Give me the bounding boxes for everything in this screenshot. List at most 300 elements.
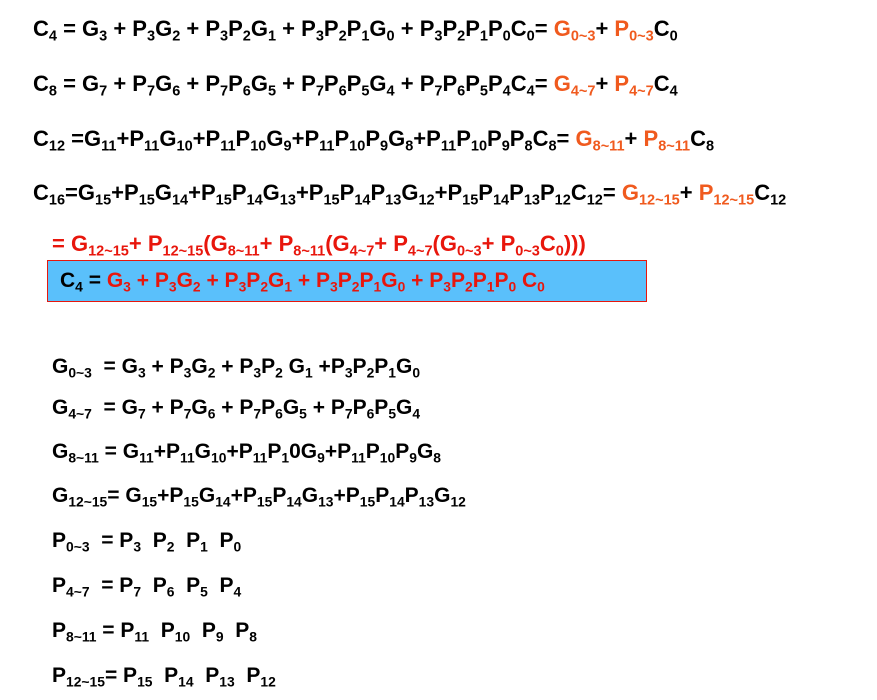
equation-subscript: 2 [260, 278, 269, 295]
equation-term: G [250, 71, 268, 96]
equation-term: = [602, 180, 622, 205]
equation-term: + P [259, 231, 294, 256]
equation-subscript: 4~7 [629, 83, 654, 100]
equation-term: P [614, 71, 630, 96]
equation-subscript: 11 [139, 449, 154, 466]
equation-subscript: 10 [176, 138, 193, 155]
equation-subscript: 1 [361, 28, 370, 45]
equation-term: C [60, 269, 76, 292]
equation-term: +P [116, 126, 145, 151]
equation-subscript: 6 [457, 83, 466, 100]
equation-term: C [516, 269, 538, 292]
equation-subscript: 10 [379, 449, 396, 466]
equation-subscript: 3 [238, 278, 247, 295]
equation-subscript: 4~7 [349, 243, 375, 260]
equation-term: = G [52, 231, 89, 256]
equation-term: =G [65, 126, 102, 151]
equation-subscript: 11 [440, 138, 457, 155]
equation-subscript: 5 [200, 583, 208, 600]
equation-subscript: 14 [215, 493, 231, 510]
equation-term: G [553, 71, 571, 96]
equation-term: P [337, 269, 352, 292]
equation-subscript: 1 [486, 278, 495, 295]
equation-term: P [375, 484, 390, 507]
equation-term: P [346, 71, 362, 96]
equation-term: + P [481, 231, 516, 256]
equation-term: G [52, 440, 69, 463]
equation-term: P [442, 71, 458, 96]
equation-term: P [52, 664, 67, 687]
equation-subscript: 0~3 [570, 28, 596, 45]
equation-term: C [570, 180, 587, 205]
equation-term: P [190, 619, 216, 642]
equation-subscript: 4 [233, 583, 242, 600]
equation-subscript: 3 [146, 28, 156, 45]
equation-term: G [155, 71, 173, 96]
equation-term: G [369, 16, 387, 41]
equation-term: C [33, 71, 49, 96]
equation-subscript: 5 [267, 83, 277, 100]
equation-term: P [323, 71, 339, 96]
equation-term: = [82, 269, 107, 292]
equation-subscript: 3 [137, 364, 146, 381]
equation-subscript: 8~11 [66, 628, 97, 645]
equation-subscript: 0 [397, 278, 406, 295]
equation-subscript: 5 [361, 83, 370, 100]
equation-subscript: 4 [502, 83, 511, 100]
equation-term: G [381, 269, 398, 292]
equation-term: G [434, 484, 451, 507]
equation-subscript: 0 [386, 28, 395, 45]
equation-term: = [556, 126, 576, 151]
equation-subscript: 3 [434, 28, 443, 45]
equation-term: G [52, 484, 69, 507]
highlighted-c4-equation [60, 269, 545, 295]
equation-term: P [456, 126, 471, 151]
equation-term: P [334, 126, 350, 151]
equation-term: P [465, 16, 480, 41]
equation-term: G [416, 440, 434, 463]
equation-term: +P [157, 484, 184, 507]
equation-subscript: 12 [770, 192, 787, 209]
equation-subscript: 12~15 [68, 493, 108, 510]
equation-term: G [52, 355, 69, 378]
equation-term: + P [405, 269, 444, 292]
equation-term: P [339, 180, 355, 205]
equation-term: P [404, 484, 419, 507]
equation-term: G [191, 396, 208, 419]
equation-term: + [624, 126, 644, 151]
equation-term: P [228, 71, 243, 96]
equation-term: G [396, 396, 413, 419]
equation-term: P [539, 180, 555, 205]
equation-term: P [487, 126, 502, 151]
equation-subscript: 3 [344, 364, 353, 381]
equation-term: C [33, 180, 49, 205]
equation-subscript: 2 [351, 278, 360, 295]
equation-subscript: 0 [502, 28, 511, 45]
equation-subscript: 7 [133, 583, 142, 600]
equation-subscript: 6 [366, 405, 375, 422]
equation-subscript: 16 [48, 192, 66, 209]
equation-term: = G [91, 396, 138, 419]
equation-subscript: 6 [275, 405, 283, 422]
equation-subscript: 3 [443, 278, 451, 295]
equation-subscript: 12~15 [638, 192, 680, 209]
equation-term: + P [374, 231, 408, 256]
equation-term: P [231, 180, 247, 205]
equation-term: G [282, 396, 300, 419]
definition-g0-3 [52, 355, 421, 381]
equation-term: = G [107, 484, 142, 507]
equation-subscript: 1 [281, 449, 290, 466]
equation-subscript: 10 [211, 449, 227, 466]
equation-subscript: 13 [219, 673, 235, 690]
equation-subscript: 0 [669, 28, 678, 45]
equation-subscript: 11 [351, 449, 366, 466]
equation-subscript: 14 [389, 493, 405, 510]
equation-term: P [246, 269, 261, 292]
equation-subscript: 8 [48, 83, 57, 100]
equation-term: + P [145, 396, 184, 419]
equation-subscript: 12~15 [66, 673, 105, 690]
equation-subscript: 8 [433, 449, 442, 466]
equation-subscript: 7 [434, 83, 443, 100]
equation-subscript: 8 [548, 138, 557, 155]
equation-subscript: 15 [359, 493, 376, 510]
equation-term: P [323, 16, 339, 41]
equation-term: = G [56, 16, 100, 41]
equation-subscript: 0 [233, 538, 242, 555]
equation-term: G [198, 484, 216, 507]
equation-subscript: 4~7 [570, 83, 596, 100]
equation-term: P [261, 396, 276, 419]
equation-subscript: 8~11 [227, 243, 260, 260]
equation-subscript: 2 [275, 364, 283, 381]
equation-term: C [33, 16, 49, 41]
equation-subscript: 9 [317, 449, 325, 466]
equation-subscript: 0 [508, 278, 517, 295]
carry-c16-expansion [52, 231, 586, 260]
equation-term: = P [104, 664, 138, 687]
equation-subscript: 12 [554, 192, 571, 209]
equation-term: G [154, 180, 172, 205]
equation-subscript: 5 [299, 405, 307, 422]
equation-subscript: 15 [462, 192, 479, 209]
equation-term: P [193, 664, 220, 687]
equation-term: ))) [563, 231, 586, 256]
equation-term: = G [56, 71, 100, 96]
equation-term: G [396, 355, 413, 378]
equation-subscript: 9 [409, 449, 417, 466]
equation-term: + P [180, 71, 221, 96]
equation-subscript: 0~3 [629, 28, 654, 45]
equation-term: P [141, 574, 167, 597]
equation-subscript: 2 [166, 538, 175, 555]
equation-subscript: 3 [315, 28, 324, 45]
equation-subscript: 14 [246, 192, 263, 209]
equation-term: P [261, 355, 276, 378]
equation-subscript: 0 [412, 364, 421, 381]
equation-subscript: 10 [349, 138, 366, 155]
equation-term: P [698, 180, 714, 205]
equation-subscript: 12 [450, 493, 466, 510]
equation-subscript: 10 [470, 138, 488, 155]
equation-subscript: 3 [168, 278, 177, 295]
equation-term: +P [295, 180, 324, 205]
equation-term: G [176, 269, 193, 292]
equation-term: P [152, 664, 179, 687]
definition-p0-3 [52, 529, 242, 555]
equation-subscript: 9 [501, 138, 510, 155]
equation-term: P [141, 529, 167, 552]
equation-term: +P [226, 440, 253, 463]
equation-term: = P [89, 529, 134, 552]
equation-term: C [33, 126, 49, 151]
equation-subscript: 12~15 [88, 243, 129, 260]
equation-term: +P [434, 180, 463, 205]
equation-term: G [575, 126, 593, 151]
equation-term: P [174, 529, 201, 552]
carry-c12-equation [33, 126, 715, 155]
equation-subscript: 15 [137, 673, 153, 690]
equation-subscript: 2 [464, 278, 473, 295]
equation-term: G [266, 126, 284, 151]
equation-subscript: 1 [305, 364, 313, 381]
equation-subscript: 11 [319, 138, 335, 155]
equation-subscript: 2 [457, 28, 466, 45]
equation-subscript: 8 [705, 138, 715, 155]
equation-subscript: 3 [330, 278, 338, 295]
equation-subscript: 10 [250, 138, 267, 155]
equation-subscript: 6 [242, 83, 251, 100]
equation-subscript: 9 [215, 628, 224, 645]
equation-subscript: 8 [249, 628, 257, 645]
equation-subscript: 7 [220, 83, 229, 100]
equation-subscript: 8~11 [592, 138, 625, 155]
equation-subscript: 7 [183, 405, 192, 422]
equation-term: P [352, 396, 367, 419]
equation-term: P [52, 619, 67, 642]
equation-term: G [369, 71, 387, 96]
equation-term: P [272, 484, 287, 507]
equation-subscript: 15 [215, 192, 232, 209]
equation-term: +P [324, 440, 352, 463]
equation-subscript: 2 [242, 28, 251, 45]
definition-g4-7 [52, 396, 421, 422]
equation-term: P [223, 619, 250, 642]
equation-term: C [653, 71, 670, 96]
equation-term: + P [180, 16, 221, 41]
equation-subscript: 9 [380, 138, 389, 155]
equation-term: P [207, 574, 234, 597]
equation-subscript: 4~7 [68, 405, 92, 422]
equation-term: + P [276, 16, 316, 41]
equation-subscript: 5 [388, 405, 397, 422]
equation-subscript: 0 [537, 278, 545, 295]
equation-term: C [653, 16, 670, 41]
equation-term: + [595, 16, 615, 41]
equation-subscript: 7 [253, 405, 262, 422]
equation-subscript: 12~15 [162, 243, 204, 260]
equation-subscript: 8~11 [68, 449, 99, 466]
equation-term: P [509, 126, 525, 151]
equation-subscript: 11 [144, 138, 160, 155]
equation-term: P [370, 180, 386, 205]
equation-term: P [643, 126, 659, 151]
equation-subscript: 1 [200, 538, 208, 555]
equation-subscript: 15 [323, 192, 340, 209]
equation-subscript: 1 [388, 364, 397, 381]
equation-subscript: 2 [172, 28, 181, 45]
equation-term: P [52, 529, 67, 552]
equation-subscript: 12 [48, 138, 66, 155]
equation-term: P [352, 355, 367, 378]
equation-term: P [346, 16, 362, 41]
equation-term: P [359, 269, 374, 292]
equation-term: +P [333, 484, 360, 507]
equation-term: G [553, 16, 571, 41]
equation-term: +P [312, 355, 345, 378]
equation-term: + P [394, 16, 435, 41]
equation-term: P [234, 664, 261, 687]
equation-subscript: 4 [669, 83, 678, 100]
equation-subscript: 0~3 [515, 243, 540, 260]
equation-subscript: 7 [99, 83, 108, 100]
equation-term: 0G [289, 440, 318, 463]
equation-term: G [282, 355, 305, 378]
equation-term: G [106, 269, 124, 292]
equation-subscript: 4 [412, 405, 421, 422]
equation-term: P [365, 126, 381, 151]
equation-subscript: 15 [138, 192, 155, 209]
equation-term: P [174, 574, 201, 597]
equation-term: G [268, 269, 285, 292]
equation-term: P [374, 355, 389, 378]
equation-subscript: 11 [134, 628, 150, 645]
equation-term: P [509, 180, 524, 205]
equation-subscript: 4 [526, 83, 535, 100]
equation-term: C [510, 16, 527, 41]
equation-subscript: 0~3 [68, 364, 92, 381]
equation-subscript: 11 [220, 138, 236, 155]
equation-term: (G [203, 231, 228, 256]
equation-term: P [478, 180, 493, 205]
equation-term: G [194, 440, 212, 463]
equation-subscript: 3 [183, 364, 192, 381]
equation-term: P [494, 269, 509, 292]
equation-term: + P [128, 231, 163, 256]
equation-term: + P [276, 71, 316, 96]
equation-term: P [228, 16, 243, 41]
equation-subscript: 9 [283, 138, 292, 155]
equation-subscript: 15 [183, 493, 199, 510]
equation-term: (G [432, 231, 457, 256]
equation-term: + P [200, 269, 239, 292]
equation-subscript: 0 [526, 28, 535, 45]
equation-subscript: 3 [253, 364, 262, 381]
equation-subscript: 3 [220, 28, 229, 45]
equation-subscript: 6 [166, 583, 175, 600]
equation-subscript: 5 [479, 83, 488, 100]
equation-term: + P [107, 71, 147, 96]
equation-subscript: 12 [586, 192, 603, 209]
equation-term: P [487, 71, 503, 96]
equation-term: + P [215, 396, 254, 419]
equation-term: P [614, 16, 630, 41]
equation-term: G [155, 16, 173, 41]
equation-term: P [365, 440, 380, 463]
equation-term: G [621, 180, 639, 205]
equation-term: P [149, 619, 175, 642]
equation-subscript: 11 [180, 449, 195, 466]
equation-subscript: 2 [366, 364, 375, 381]
equation-term: + P [306, 396, 345, 419]
equation-term: G [191, 355, 208, 378]
equation-subscript: 13 [418, 493, 435, 510]
equation-subscript: 11 [252, 449, 268, 466]
equation-subscript: 4 [75, 278, 83, 295]
equation-subscript: 4~7 [407, 243, 433, 260]
equation-term: G [262, 180, 280, 205]
equation-subscript: 8 [524, 138, 533, 155]
equation-term: P [207, 529, 234, 552]
carry-c4-equation [33, 16, 678, 45]
equation-term: =G [65, 180, 96, 205]
equation-subscript: 2 [338, 28, 347, 45]
equation-term: G [301, 484, 319, 507]
equation-subscript: 2 [207, 364, 216, 381]
equation-subscript: 6 [338, 83, 347, 100]
equation-term: = [534, 71, 554, 96]
equation-subscript: 12 [418, 192, 435, 209]
equation-term: + P [292, 269, 331, 292]
equation-subscript: 6 [172, 83, 181, 100]
equation-term: + [679, 180, 699, 205]
equation-subscript: 6 [207, 405, 216, 422]
equation-term: +P [413, 126, 441, 151]
equation-term: G [159, 126, 177, 151]
equation-subscript: 1 [479, 28, 488, 45]
equation-term: G [52, 396, 69, 419]
equation-term: C [532, 126, 549, 151]
equation-subscript: 3 [123, 278, 131, 295]
equation-term: +P [153, 440, 181, 463]
equation-term: + [595, 71, 615, 96]
equation-term: C [510, 71, 527, 96]
equation-subscript: 1 [373, 278, 382, 295]
equation-term: P [472, 269, 487, 292]
equation-term: C [754, 180, 771, 205]
equation-subscript: 14 [354, 192, 371, 209]
equation-subscript: 15 [256, 493, 273, 510]
equation-subscript: 11 [101, 138, 117, 155]
equation-term: P [52, 574, 67, 597]
equation-term: P [374, 396, 389, 419]
equation-term: = P [96, 619, 135, 642]
equation-term: P [487, 16, 503, 41]
equation-term: +P [188, 180, 216, 205]
equation-subscript: 12~15 [713, 192, 755, 209]
equation-subscript: 0 [555, 243, 564, 260]
equation-subscript: 14 [171, 192, 189, 209]
equation-term: + P [107, 16, 147, 41]
equation-subscript: 12 [260, 673, 276, 690]
equation-term: = [534, 16, 554, 41]
equation-term: G [388, 126, 406, 151]
equation-term: + P [215, 355, 254, 378]
equation-term: +P [111, 180, 139, 205]
